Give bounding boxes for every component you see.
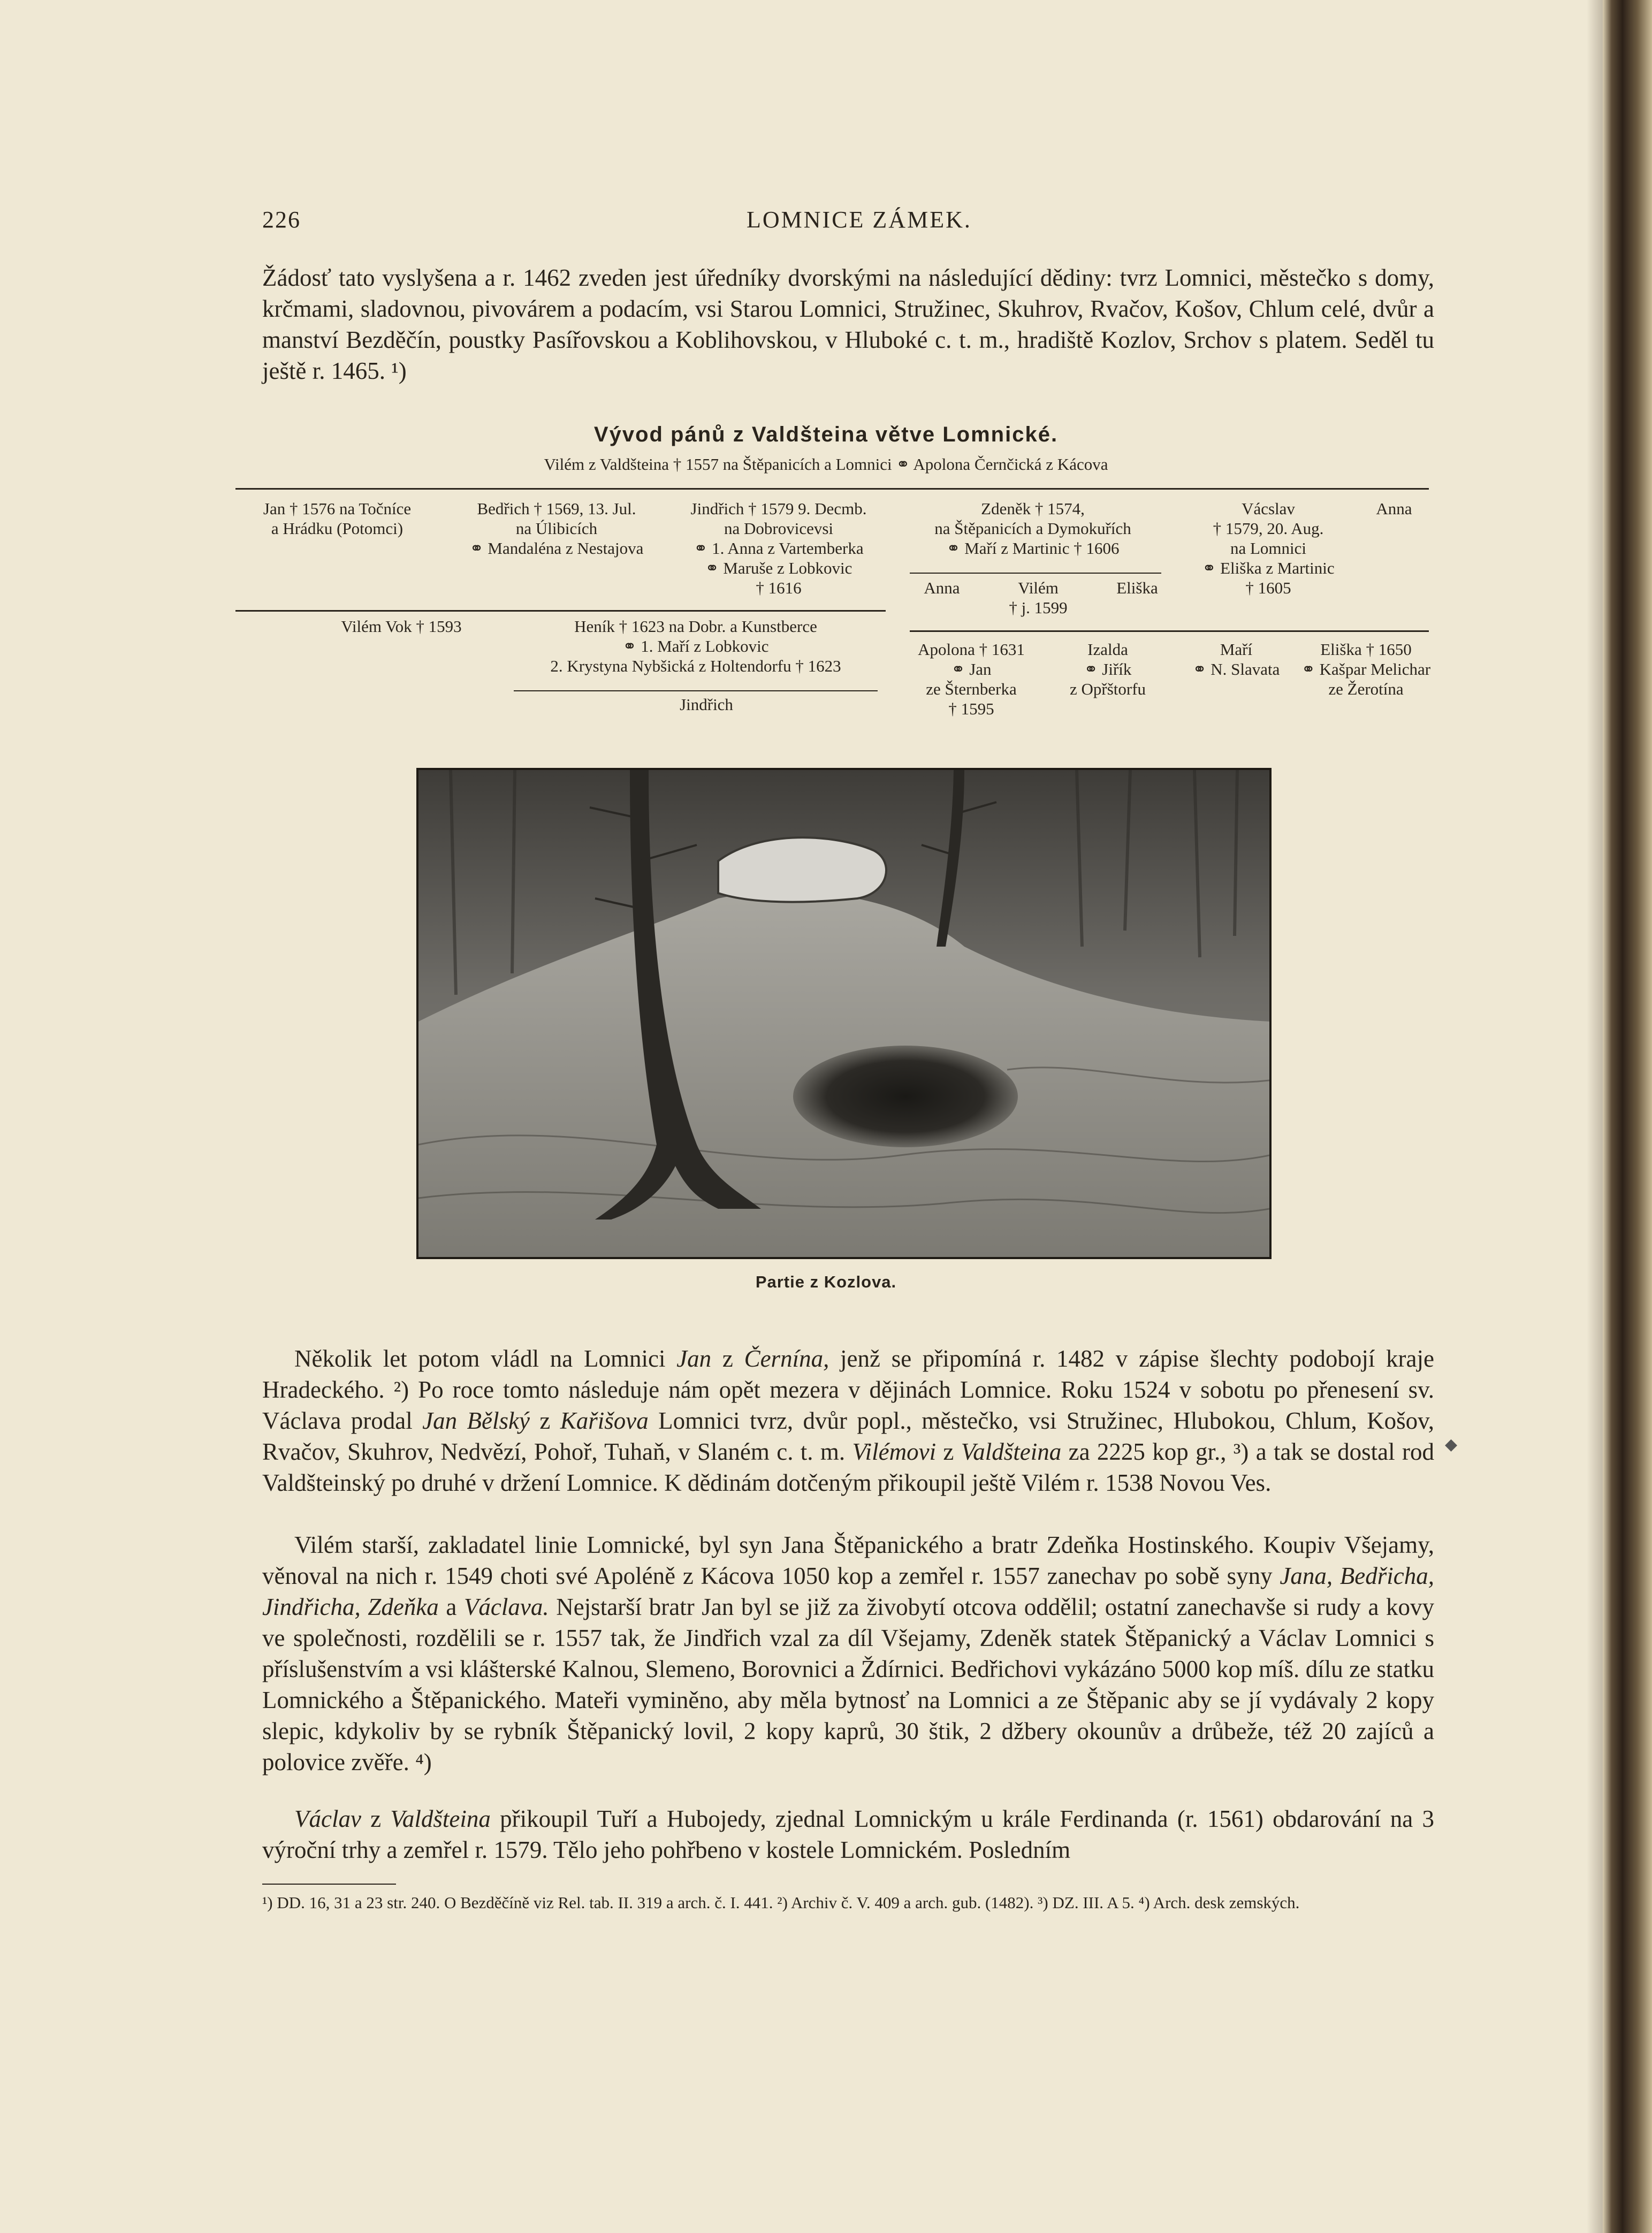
genealogy-root: Vilém z Valdšteina † 1557 na Štěpanicích a Lomnici ⚭ Apolona Černčická z Kácova <box>544 455 1108 474</box>
vaclav-child-apolona: Apolona † 1631 ⚭ Jan ze Šternberka † 1595 <box>918 640 1025 718</box>
vaclav-child-izalda: Izalda ⚭ Jiřík z Opřštorfu <box>1069 640 1146 698</box>
child-vaclav: Vácslav † 1579, 20. Aug. na Lomnici ⚭ Eliška z Martinic † 1605 <box>1202 499 1335 597</box>
child-bedrich: Bedřich † 1569, 13. Jul. na Úlibicích ⚭ Mandaléna z Nestajova <box>469 499 644 558</box>
footnote-rule <box>262 1884 396 1885</box>
figure-caption: Partie z Kozlova. <box>755 1272 897 1291</box>
child-jindrich: Jindřich † 1579 9. Decmb. na Dobrovicevsi ⚭ 1. Anna z Vartemberka ⚭ Maruše z Lobkovic † 1616 <box>690 499 867 597</box>
genealogy-title: Vývod pánů z Valdšteina větve Lomnické. <box>593 423 1059 446</box>
intro-paragraph: Žádosť tato vyslyšena a r. 1462 zveden jest úředníky dvorskými na následující dědiny: tvrz Lomnici, městečko s domy, krčmami, sladovnou, pivovárem a podacím, vsi Starou Lomnici, Stružinec, Skuhrov, Rvačov, Košov, Chlum celé, dvůr a manství Bezděčín, poustky Pasířovskou a Koblihovskou, v Hluboké c. t. m., hradiště Kozlov, Srchov s platem. Seděl tu ještě r. 1465. ¹) <box>262 264 1434 384</box>
grandchild-vilem-vok: Vilém Vok † 1593 <box>341 617 462 636</box>
zdenek-child-anna: Anna <box>924 578 960 597</box>
child-anna: Anna <box>1376 499 1412 518</box>
genealogy-rule-jindrich <box>514 690 878 691</box>
zdenek-child-eliska: Eliška <box>1116 578 1158 597</box>
vaclav-child-eliska: Eliška † 1650 ⚭ Kašpar Melichar ze Žerotína <box>1301 640 1431 698</box>
paragraph-4: Václav z Valdšteina přikoupil Tuří a Hubojedy, zjednal Lomnickým u krále Ferdinanda (r. 1561) obdarování na 3 výroční trhy a zemřel r. 1579. Tělo jeho pohřbeno v kostele Lomnickém. Posledním <box>262 1805 1434 1863</box>
vaclav-child-mari: Maří ⚭ N. Slavata <box>1192 640 1280 679</box>
book-gutter <box>1603 0 1652 2233</box>
kozlov-landscape-drawing <box>418 770 1269 1257</box>
genealogy-rule-zdenek <box>910 573 1161 574</box>
zdenek-child-vilem: Vilém † j. 1599 <box>1009 578 1068 617</box>
great-grandchild-jindrich: Jindřich <box>680 695 733 714</box>
genealogy-rule-second <box>235 610 886 612</box>
child-zdenek: Zdeněk † 1574, na Štěpanicích a Dymokuřích ⚭ Maří z Martinic † 1606 <box>934 499 1131 558</box>
page-title: LOMNICE ZÁMEK. <box>747 207 972 233</box>
page-number: 226 <box>262 207 301 233</box>
footnotes: ¹) DD. 16, 31 a 23 str. 240. O Bezděčíně viz Rel. tab. II. 319 a arch. č. I. 441. ²) Archiv č. V. 409 a arch. gub. (1482). ³) DZ. III. A 5. ⁴) Arch. desk zemských. <box>262 1893 1300 1912</box>
genealogy-rule-vaclav <box>910 630 1429 632</box>
paragraph-2: Několik let potom vládl na Lomnici Jan z Černína, jenž se připomíná r. 1482 v zápise šlechty podobojí kraje Hradeckého. ²) Po roce tomto následuje nám opět mezera v dějinách Lomnice. Roku 1524 v sobotu po přenesení sv. Václava prodal Jan Bělský z Kařišova Lomnici tvrz, dvůr popl., městečko, vsi Stružinec, Hlubokou, Chlum, Košov, Rvačov, Skuhrov, Nedvězí, Pohoř, Tuhaň, v Slaném c. t. m. Vilémovi z Valdšteina za 2225 kop gr., ³) a tak se dostal rod Valdšteinský po druhé v držení Lomnice. K dědinám dotčeným přikoupil ještě Vilém r. 1538 Novou Ves. <box>262 1345 1434 1496</box>
child-jan: Jan † 1576 na Točníce a Hrádku (Potomci) <box>263 499 412 538</box>
genealogy-rule-top <box>235 488 1429 490</box>
page-edge-shadow <box>1587 0 1603 2233</box>
margin-mark-icon: ◆ <box>1445 1436 1458 1453</box>
kozlov-illustration <box>416 768 1272 1259</box>
grandchild-henik: Heník † 1623 na Dobr. a Kunstberce ⚭ 1. Maří z Lobkovic 2. Krystyna Nybšická z Holtendorfu † 1623 <box>550 617 841 675</box>
running-header <box>0 206 1652 238</box>
paragraph-3: Vilém starší, zakladatel linie Lomnické, byl syn Jana Štěpanického a bratr Zdeňka Hostinského. Koupiv Všejamy, věnoval na nich r. 1549 choti své Apoléně z Kácova 1050 kop a zemřel r. 1557 zanechav po sobě syny Jana, Bedřicha, Jindřicha, Zdeňka a Václava. Nejstarší bratr Jan byl se již za živobytí otcova oddělil; ostatní zanechavše si rudy a kovy ve společnosti, rozdělili se r. 1557 tak, že Jindřich vzal za díl Všejamy, Zdeněk statek Štěpanický a Václav Lomnici s příslušenstvím a vsi klášterské Kalnou, Slemeno, Borovnici a Ždírnici. Bedřichovi vykázáno 5000 kop míš. dílu ze statku Lomnického a Štěpanického. Mateři vyminěno, aby měla bytnosť na Lomnici a ze Štěpanic aby se jí vydávaly 2 kopy slepic, kdykoliv by se rybník Štěpanický lovil, 2 kopy kaprů, 30 štik, 2 džbery okounův a drůbeže, též 20 zajíců a polovice zvěře. ⁴) <box>262 1531 1435 1775</box>
